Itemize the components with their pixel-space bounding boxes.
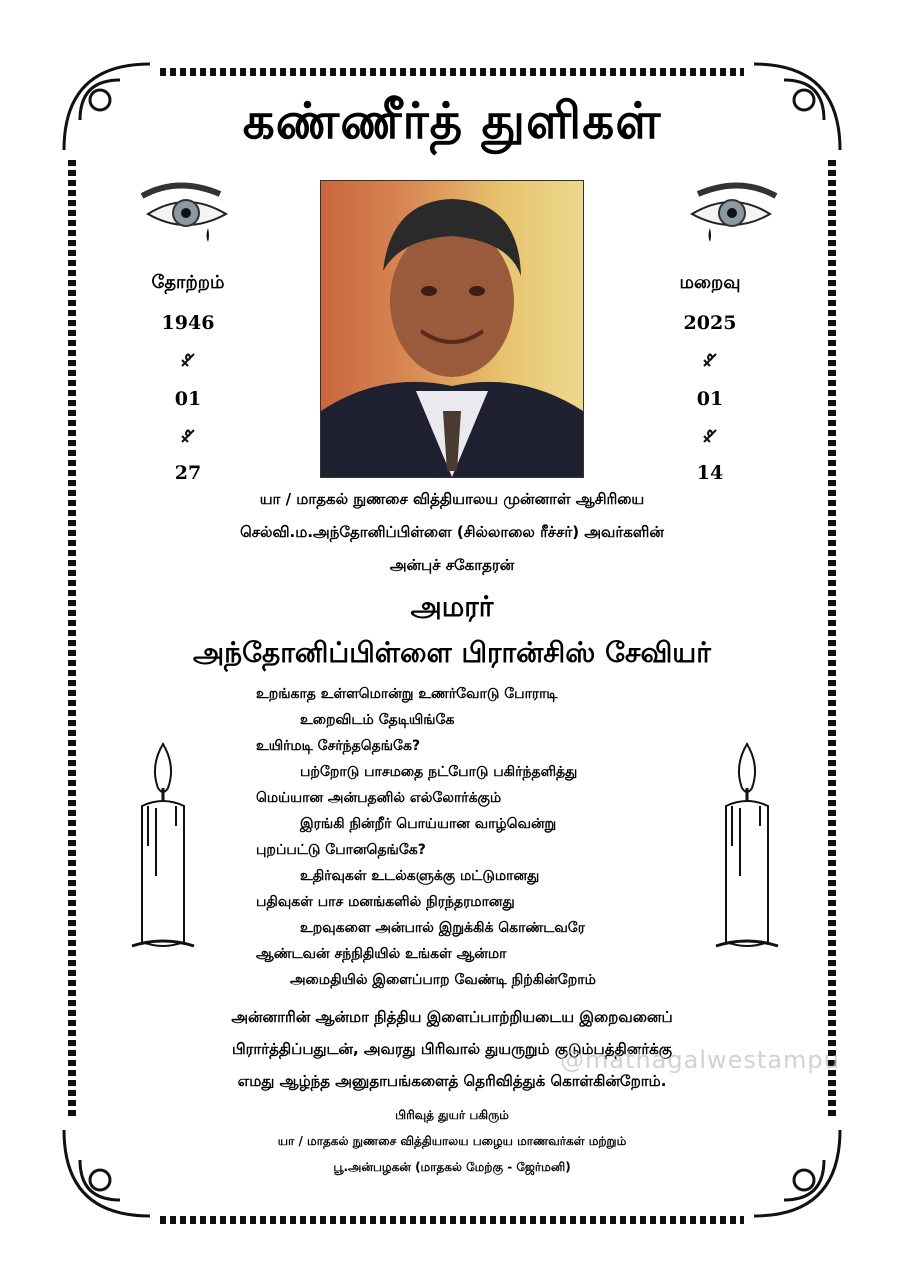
portrait-illustration	[321, 181, 583, 477]
signoff-line: பிரிவுத் துயர் பகிரும்	[395, 1108, 509, 1122]
poem-line: ஆண்டவன் சந்நிதியில் உங்கள் ஆன்மா	[256, 946, 507, 962]
poem-line: உதிர்வுகள் உடல்களுக்கு மட்டுமானது	[300, 868, 540, 884]
poem-line: உறவுகளை அன்பால் இறுக்கிக் கொண்டவரே	[300, 920, 585, 936]
poem-line: பற்றோடு பாசமதை நட்போடு பகிர்ந்தளித்து	[300, 764, 578, 780]
poem-line: பதிவுகள் பாச மனங்களில் நிரந்தரமானது	[256, 894, 515, 910]
closing-line: அன்னாரின் ஆன்மா நித்திய இளைப்பாற்றியடைய இறைவனைப்	[231, 1008, 673, 1026]
closing-line: பிரார்த்திப்பதுடன், அவரது பிரிவால் துயருறும் குடும்பத்தினர்க்கு	[232, 1040, 672, 1058]
honorific-prefix: அமரர்	[410, 590, 494, 623]
poem-line: உறைவிடம் தேடியிங்கே	[300, 712, 455, 728]
death-day: 14	[696, 462, 724, 484]
poem-line: புறப்பட்டு போனதெங்கே?	[256, 842, 426, 858]
birth-label: தோற்றம்	[151, 272, 225, 293]
closing-line: எமது ஆழ்ந்த அனுதாபங்களைத் தெரிவித்துக் கொள்கின்றோம்.	[237, 1072, 667, 1090]
poem-line: அமைதியில் இளைப்பாற வேண்டி நிற்கின்றோம்	[290, 972, 596, 988]
intro-line: அன்புச் சகோதரன்	[389, 556, 515, 574]
death-label: மறைவு	[679, 272, 741, 293]
candle-icon	[712, 736, 782, 956]
crying-eye-icon	[138, 176, 234, 246]
flower-separator-icon	[700, 350, 720, 370]
flower-separator-icon	[700, 426, 720, 446]
intro-line: செல்வி.ம.அந்தோனிப்பிள்ளை (சில்லாலை ரீச்சர்) அவர்களின்	[240, 523, 664, 541]
flower-separator-icon	[178, 350, 198, 370]
birth-year: 1946	[161, 312, 215, 334]
flower-separator-icon	[178, 426, 198, 446]
intro-line: யா / மாதகல் நுணசை வித்தியாலய முன்னாள் ஆசிரியை	[259, 490, 645, 508]
watermark-text: @mathagalwestampu	[560, 1046, 840, 1074]
death-year: 2025	[683, 312, 737, 334]
birth-month: 01	[174, 388, 202, 410]
poem-line: மெய்யான அன்பதனில் எல்லோர்க்கும்	[256, 790, 502, 806]
signoff-line: பூ.அன்பழகன் (மாதகல் மேற்கு - ஜேர்மனி)	[333, 1160, 571, 1174]
poem-line: உறங்காத உள்ளமொன்று உணர்வோடு போராடி	[256, 686, 558, 702]
portrait-photo	[320, 180, 584, 478]
birth-day: 27	[174, 462, 202, 484]
candle-icon	[128, 736, 198, 956]
death-month: 01	[696, 388, 724, 410]
deceased-name: அந்தோனிப்பிள்ளை பிரான்சிஸ் சேவியர்	[193, 636, 711, 669]
crying-eye-icon	[684, 176, 780, 246]
page-title: கண்ணீர்த் துளிகள்	[242, 92, 662, 150]
poem-line: உயிர்மடி சேர்ந்ததெங்கே?	[256, 738, 421, 754]
poem-line: இரங்கி நின்றீர் பொய்யான வாழ்வென்று	[300, 816, 557, 832]
signoff-line: யா / மாதகல் நுணசை வித்தியாலய பழைய மாணவர்கள் மற்றும்	[277, 1134, 627, 1148]
